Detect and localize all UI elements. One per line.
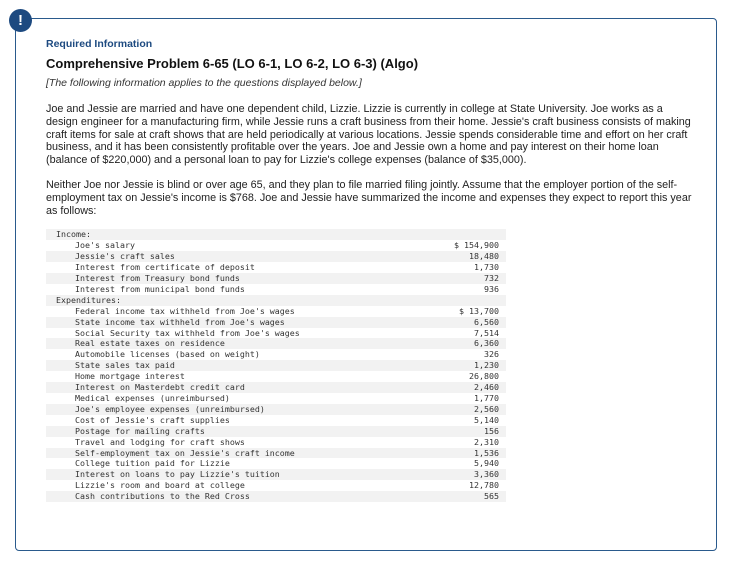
table-row (46, 491, 506, 502)
table-row (46, 240, 506, 251)
row-amount: 6,560 (474, 316, 499, 327)
table-row (46, 328, 506, 339)
row-label: Interest from certificate of deposit (75, 262, 255, 273)
row-label: College tuition paid for Lizzie (75, 458, 230, 469)
table-row (46, 360, 506, 371)
row-label: Interest on loans to pay Lizzie's tuition (75, 469, 280, 480)
alert-icon: ! (9, 9, 32, 32)
filing-paragraph: Neither Joe nor Jessie is blind or over age 65, and they plan to file married filing jointly. Assume that the employer portion of the self-employment tax on Jessie's income is $768. Joe and Jessie have summarized the income and expenses they expect to report this year as follows: (46, 178, 692, 217)
row-amount: $ 154,900 (454, 240, 499, 251)
income-expense-table (46, 229, 506, 502)
problem-content (46, 38, 696, 502)
row-amount: 6,360 (474, 338, 499, 349)
row-amount: 156 (484, 425, 499, 436)
row-label: Social Security tax withheld from Joe's wages (75, 327, 300, 338)
row-label: Automobile licenses (based on weight) (75, 349, 260, 360)
section-header-row (46, 229, 506, 240)
table-row (46, 306, 506, 317)
required-information-label: Required Information (46, 38, 153, 50)
applies-note: [The following information applies to the questions displayed below.] (46, 77, 362, 89)
row-amount: 18,480 (469, 251, 499, 262)
row-amount: 26,800 (469, 371, 499, 382)
row-amount: 3,360 (474, 469, 499, 480)
row-label: Lizzie's room and board at college (75, 480, 245, 491)
row-amount: 326 (484, 349, 499, 360)
row-label: Expenditures: (56, 294, 121, 305)
row-label: Real estate taxes on residence (75, 338, 225, 349)
row-amount: 1,770 (474, 392, 499, 403)
row-amount: 1,730 (474, 262, 499, 273)
row-amount: 1,536 (474, 447, 499, 458)
table-row (46, 458, 506, 469)
row-amount: 5,140 (474, 414, 499, 425)
table-row (46, 317, 506, 328)
table-row (46, 262, 506, 273)
row-amount: 5,940 (474, 458, 499, 469)
row-label: State sales tax paid (75, 360, 175, 371)
row-amount: 2,460 (474, 382, 499, 393)
row-label: Jessie's craft sales (75, 251, 175, 262)
table-row (46, 448, 506, 459)
row-amount: 1,230 (474, 360, 499, 371)
row-label: Interest on Masterdebt credit card (75, 382, 245, 393)
problem-title: Comprehensive Problem 6-65 (LO 6-1, LO 6-2, LO 6-3) (Algo) (46, 56, 419, 71)
row-label: Income: (56, 229, 91, 240)
table-row (46, 415, 506, 426)
row-label: Cost of Jessie's craft supplies (75, 414, 230, 425)
row-label: Travel and lodging for craft shows (75, 436, 245, 447)
row-amount: 2,310 (474, 436, 499, 447)
row-label: Postage for mailing crafts (75, 425, 205, 436)
row-amount: 732 (484, 273, 499, 283)
table-row (46, 382, 506, 393)
row-amount: 12,780 (469, 480, 499, 491)
row-amount: 565 (484, 491, 499, 502)
row-amount (428, 229, 506, 240)
row-amount: 936 (484, 283, 499, 294)
scenario-paragraph: Joe and Jessie are married and have one dependent child, Lizzie. Lizzie is currently in college at State University. Joe works as a design engineer for a manufacturing firm, while Jessie runs a craft business from their home. Jessie's craft business consists of making craft items for sale at craft shows that are held periodically at various locations. Jessie spends considerable time and effort on her craft business, and it has been consistently profitable over the years. Joe and Jessie own a home and pay interest on their home loan (balance of $220,000) and a personal loan to pay for Lizzie's college expenses (balance of $35,000). (46, 103, 691, 167)
row-label: Joe's salary (75, 240, 135, 251)
row-label: Joe's employee expenses (unreimbursed) (75, 403, 265, 414)
table-row (46, 349, 506, 360)
table-row (46, 393, 506, 404)
row-label: State income tax withheld from Joe's wages (75, 316, 285, 327)
row-label: Home mortgage interest (75, 371, 185, 382)
row-label: Medical expenses (unreimbursed) (75, 392, 230, 403)
row-amount: $ 13,700 (459, 305, 499, 316)
table-row (46, 338, 506, 349)
row-label: Interest from municipal bond funds (75, 283, 245, 294)
table-row (46, 404, 506, 415)
table-row (46, 284, 506, 295)
row-label: Federal income tax withheld from Joe's wages (75, 305, 295, 316)
row-amount: 2,560 (474, 403, 499, 414)
row-amount: 7,514 (474, 327, 499, 338)
table-row (46, 251, 506, 262)
row-label: Self-employment tax on Jessie's craft income (75, 447, 295, 458)
row-label: Cash contributions to the Red Cross (75, 491, 250, 502)
table-row (46, 437, 506, 448)
table-row (46, 273, 506, 284)
row-amount (428, 295, 506, 306)
row-label: Interest from Treasury bond funds (75, 273, 240, 283)
section-header-row (46, 295, 506, 306)
table-row (46, 480, 506, 491)
table-row (46, 426, 506, 437)
table-row (46, 469, 506, 480)
table-row (46, 371, 506, 382)
